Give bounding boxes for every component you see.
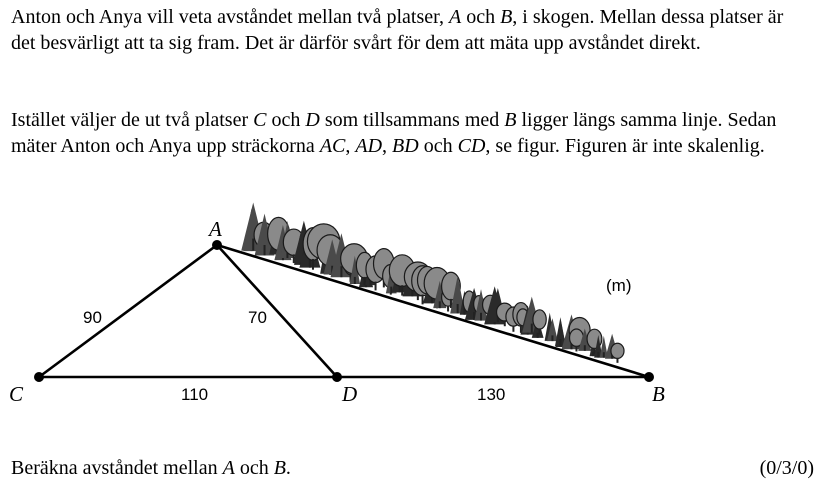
length-cd-label: 110 — [181, 385, 209, 404]
length-ad-label: 70 — [248, 308, 267, 327]
point-b-dot — [644, 372, 654, 382]
task-text: Beräkna avståndet mellan A och B. — [11, 457, 291, 479]
variable-name: AC — [319, 135, 346, 157]
point-d-dot — [332, 372, 342, 382]
unit-label: (m) — [606, 276, 632, 295]
point-c-dot — [34, 372, 44, 382]
variable-name: B — [504, 109, 517, 131]
length-db-label: 130 — [477, 385, 506, 404]
variable-name: B — [273, 457, 286, 479]
forest-icon — [241, 202, 624, 362]
point-d-label: D — [342, 382, 358, 406]
length-ac-label: 90 — [83, 308, 102, 327]
point-a-dot — [212, 240, 222, 250]
point-a-label: A — [209, 217, 222, 241]
point-c-label: C — [9, 382, 24, 406]
variable-name: A — [448, 6, 462, 28]
variable-name: AD — [355, 135, 383, 157]
problem-setup: Istället väljer de ut två platser C och D som tillsammans med B ligger längs samma linje. Sedan mäter Anton och Anya upp sträckorna AC, AD, BD och CD, se figur. Figuren är inte skalenlig. — [11, 109, 777, 157]
segment-ab — [217, 245, 649, 377]
variable-name: BD — [392, 135, 419, 157]
variable-name: A — [222, 457, 235, 479]
variable-name: D — [305, 109, 320, 131]
points-badge: (0/3/0) — [759, 457, 814, 479]
segment-ac — [39, 245, 217, 377]
point-b-label: B — [652, 382, 665, 406]
variable-name: C — [253, 109, 267, 131]
problem-intro: Anton och Anya vill veta avståndet mellan två platser, A och B, i skogen. Mellan dessa platser är det besvärligt att ta sig fram. Det är därför svårt för dem att mäta upp avståndet direkt. — [11, 6, 784, 54]
variable-name: CD — [457, 135, 486, 157]
variable-name: B — [500, 6, 513, 28]
